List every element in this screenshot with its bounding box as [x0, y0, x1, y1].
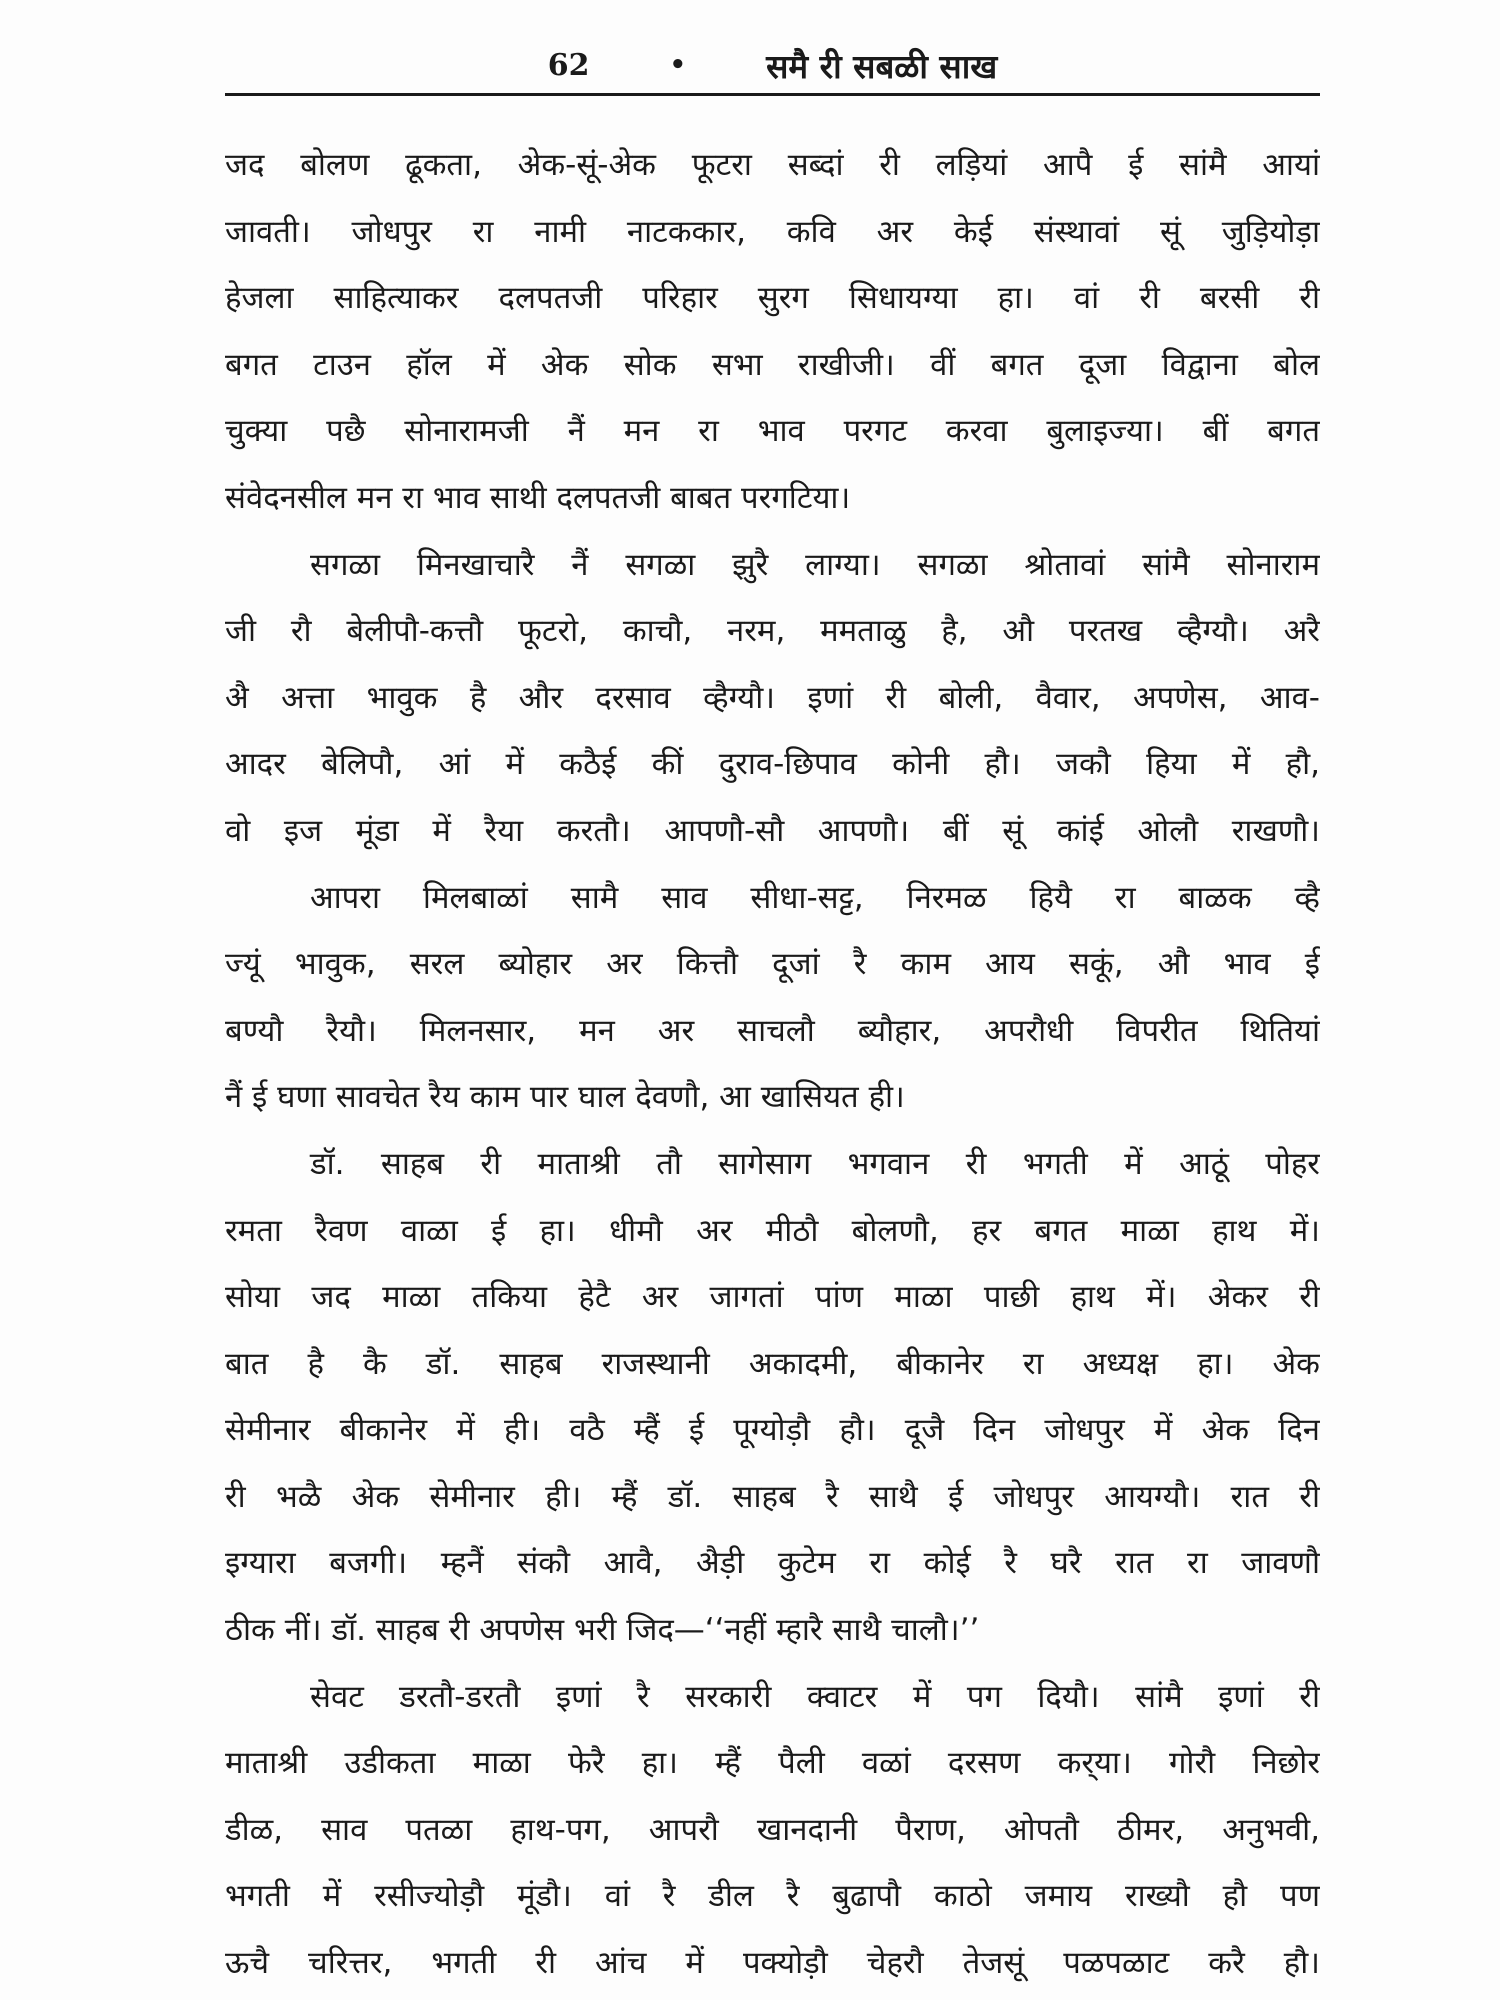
paragraph — [225, 132, 1320, 532]
paragraph — [225, 1664, 1320, 1997]
text-line: री भळै अेक सेमीनार ही। म्हैं डॉ. साहब रै साथै ई जोधपुर आयग्यौ। रात री — [225, 1478, 1320, 1515]
text-line: सोया जद माळा तकिया हेटै अर जागतां पांण माळा पाछी हाथ में। अेकर री — [225, 1279, 1320, 1316]
text-line: संवेदनसील मन रा भाव साथी दलपतजी बाबत परगटिया। — [225, 479, 851, 516]
text-line: आदर बेलिपौ, आं में कठैई कीं दुराव-छिपाव कोनी हौ। जकौ हिया में हौ, — [225, 746, 1320, 783]
text-line: जी रौ बेलीपौ-कत्तौ फूटरो, काचौ, नरम, ममताळु है, औ परतख व्हैग्यौ। अरै — [225, 613, 1320, 650]
text-line: इग्यारा बजगी। म्हनैं संकौ आवै, अैड़ी कुटेम रा कोई रै घरै रात रा जावणौ — [225, 1545, 1320, 1582]
text-line: सेवट डरतौ-डरतौ इणां रै सरकारी क्वाटर में पग दियौ। सांमै इणां री — [310, 1678, 1320, 1715]
text-line: बगत टाउन हॉल में अेक सोक सभा राखीजी। वीं बगत दूजा विद्वाना बोल — [225, 346, 1320, 383]
book-title: समै री सबळी साख — [766, 46, 998, 86]
paragraph — [225, 532, 1320, 865]
text-line: चुक्या पछै सोनारामजी नैं मन रा भाव परगट करवा बुलाइज्या। बीं बगत — [225, 413, 1320, 450]
text-line: आपरा मिलबाळां सामै साव सीधा-सट्ट, निरमळ हियै रा बाळक व्है — [310, 879, 1320, 916]
text-line: बण्यौ रैयौ। मिलनसार, मन अर साचलौ ब्यौहार, अपरौधी विपरीत थितियां — [225, 1012, 1320, 1049]
running-header — [225, 40, 1320, 90]
text-line: हेजला साहित्याकर दलपतजी परिहार सुरग सिधायग्या हा। वां री बरसी री — [225, 280, 1320, 317]
page-number: 62 — [547, 47, 590, 83]
header-rule — [225, 93, 1320, 96]
text-line: ऊचै चरित्तर, भगती री आंच में पक्योड़ौ चेहरौ तेजसूं पळपळाट करै हौ। — [225, 1945, 1320, 1982]
text-line: ठीक नीं। डॉ. साहब री अपणेस भरी जिद—‘‘नहीं म्हारै साथै चालौ।’’ — [225, 1612, 980, 1649]
text-line: माताश्री उडीकता माळा फेरै हा। म्हैं पैली वळां दरसण कर्‌या। गोरौ निछोर — [225, 1745, 1320, 1782]
text-line: डीळ, साव पतळा हाथ-पग, आपरौ खानदानी पैराण, ओपतौ ठीमर, अनुभवी, — [225, 1811, 1320, 1848]
text-line: नैं ई घणा सावचेत रैय काम पार घाल देवणौ, आ खासियत ही। — [225, 1079, 905, 1116]
text-line: डॉ. साहब री माताश्री तौ सागेसाग भगवान री भगती में आठूं पोहर — [310, 1145, 1320, 1182]
text-line: सगळा मिनखाचारै नैं सगळा झुरै लाग्या। सगळा श्रोतावां सांमै सोनाराम — [310, 546, 1320, 583]
text-line: अै अत्ता भावुक है और दरसाव व्हैग्यौ। इणां री बोली, वैवार, अपणेस, आव- — [225, 679, 1320, 716]
text-line: ज्यूं भावुक, सरल ब्योहार अर कित्तौ दूजां रै काम आय सकूं, औ भाव ई — [225, 946, 1320, 983]
text-line: भगती में रसीज्योड़ौ मूंडौ। वां रै डील रै बुढापौ काठो जमाय राख्यौ हौ पण — [225, 1878, 1320, 1915]
text-line: सेमीनार बीकानेर में ही। वठै म्हैं ई पूग्योड़ौ हौ। दूजै दिन जोधपुर में अेक दिन — [225, 1412, 1320, 1449]
text-line: जद बोलण ढूकता, अेक-सूं-अेक फूटरा सब्दां री लड़ियां आपै ई सांमै आयां — [225, 147, 1320, 183]
paragraph — [225, 865, 1320, 1131]
text-line: वो इज मूंडा में रैया करतौ। आपणौ-सौ आपणौ। बीं सूं कांई ओलौ राखणौ। — [225, 812, 1320, 849]
header-bullet: • — [669, 50, 687, 80]
text-line: रमता रैवण वाळा ई हा। धीमौ अर मीठौ बोलणौ, हर बगत माळा हाथ में। — [225, 1212, 1320, 1249]
text-line: बात है कै डॉ. साहब राजस्थानी अकादमी, बीकानेर रा अध्यक्ष हा। अेक — [225, 1345, 1320, 1382]
paragraph — [225, 1131, 1320, 1664]
body-text — [225, 132, 1320, 1997]
text-line: जावती। जोधपुर रा नामी नाटककार, कवि अर केई संस्थावां सूं जुड़ियोड़ा — [225, 213, 1320, 250]
